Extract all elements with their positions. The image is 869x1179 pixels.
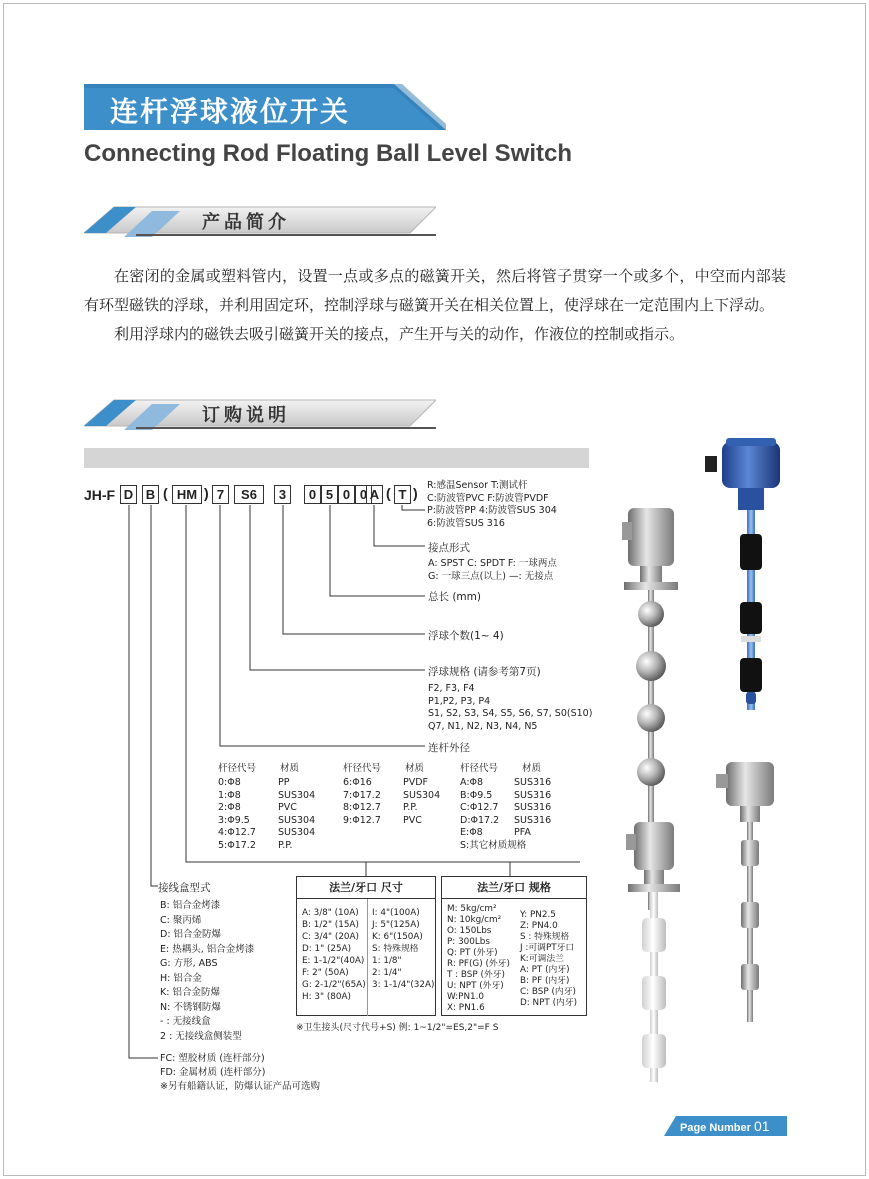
ball-spec-option: Q7, N1, N2, N3, N4, N5 (428, 720, 538, 732)
rod-col-material-2 (403, 777, 440, 827)
flange-size-item: 2: 1/4" (372, 968, 402, 978)
rod-material: SUS304 (403, 789, 441, 801)
rod-header-4: 材质 (405, 763, 425, 774)
product-white-pp (626, 822, 680, 1082)
flange-spec-item: P: 300Lbs (447, 937, 490, 947)
housing-option: N: 不锈钢防爆 (160, 1001, 221, 1013)
code-box-ball-spec: S6 (234, 485, 264, 504)
flange-size-header: 法兰/牙口 尺寸 (297, 877, 435, 899)
rod-code: E:Φ8 (460, 827, 483, 838)
housing-option: E: 热耦头, 铝合金烤漆 (160, 943, 255, 955)
rod-material: SUS304 (278, 814, 316, 826)
housing-option: 2 : 无接线盒侧装型 (160, 1030, 242, 1042)
rod-code: 2:Φ8 (218, 802, 241, 813)
rod-material: PVC (278, 802, 297, 813)
product-blue-pp (705, 438, 780, 710)
title-chinese: 连杆浮球液位开关 (110, 95, 351, 128)
flange-size-left (302, 907, 366, 1003)
ball-spec-option: P1,P2, P3, P4 (428, 695, 491, 707)
flange-size-item: D: 1" (25A) (302, 944, 352, 954)
code-box-ball-count: 3 (274, 485, 291, 504)
page-number (664, 1116, 787, 1136)
flange-spec-item: N: 10kg/cm² (447, 915, 502, 925)
flange-size-item: B: 1/2" (15A) (302, 920, 359, 930)
rod-code: 9:Φ12.7 (343, 814, 381, 826)
flange-spec-left (447, 904, 510, 1014)
flange-size-item: K: 6"(150A) (372, 932, 423, 942)
rod-material: SUS316 (514, 814, 552, 826)
housing-option: B: 铝合金烤漆 (160, 900, 221, 911)
rod-material: SUS304 (278, 827, 316, 838)
intro-paragraph-1: 在密闭的金属或塑料管内，设置一点或多点的磁簧开关，然后将管子贯穿一个或多个，中空而内部装有环型磁铁的浮球，并利用固定环，控制浮球与磁簧开关在相关位置上，使浮球在一定范围内上下浮动。 (84, 267, 786, 314)
flange-spec-box (441, 876, 587, 1016)
rod-code: 4:Φ12.7 (218, 827, 256, 838)
flange-spec-item: A: PT (内牙) (520, 965, 570, 975)
rod-header-1: 杆径代号 (218, 763, 257, 774)
page-number-value: 01 (753, 1118, 770, 1134)
rod-col-material-1 (278, 777, 315, 852)
rod-code: S:其它材质规格 (460, 839, 527, 851)
ball-spec-option: F2, F3, F4 (428, 683, 475, 694)
flange-size-item: E: 1-1/2"(40A) (302, 956, 365, 966)
rod-code: 8:Φ12.7 (343, 802, 381, 813)
code-paren-open-2: ( (386, 485, 391, 501)
title-english: Connecting Rod Floating Ball Level Switch (84, 140, 573, 167)
order-code-prefix: JH-F (84, 487, 116, 503)
rod-col-material-3 (514, 777, 551, 840)
product-illustrations (600, 436, 800, 1086)
rod-header-2: 材质 (280, 763, 300, 774)
flange-size-item: S: 特殊规格 (372, 944, 419, 954)
code-box-length-1: 0 (304, 485, 321, 504)
flange-spec-item: O: 150Lbs (447, 926, 492, 936)
rod-material: PP (278, 777, 290, 788)
rod-diameter-label: 连杆外径 (428, 742, 470, 754)
flange-size-item: 3: 1-1/4"(32A) (372, 980, 435, 990)
page-number-label: Page Number (680, 1122, 751, 1134)
housing-option: C: 聚丙烯 (160, 914, 202, 926)
flange-spec-item: M: 5kg/cm² (447, 904, 497, 914)
accessory-option: 6:防波管SUS 316 (427, 517, 505, 529)
accessory-option: R:感温Sensor T:测试杆 (427, 480, 528, 491)
ball-spec-options (428, 683, 592, 733)
flange-size-right (372, 907, 434, 991)
material-option: FC: 塑胶材质 (连杆部分) (160, 1053, 265, 1064)
contact-option: G: 一球三点(以上) —: 无接点 (428, 570, 554, 582)
rod-code: 1:Φ8 (218, 789, 241, 801)
section-label-intro: 产品简介 (202, 212, 290, 233)
housing-option: - : 无接线盒 (160, 1016, 211, 1027)
flange-spec-item: K:可调法兰 (520, 954, 564, 964)
housing-label: 接线盒型式 (158, 882, 211, 894)
code-box-material: D (120, 485, 137, 504)
rod-header-5: 杆径代号 (460, 763, 499, 774)
rod-code: 0:Φ8 (218, 777, 241, 788)
intro-paragraph-2: 利用浮球内的磁铁去吸引磁簧开关的接点，产生开与关的动作，作液位的控制或指示。 (114, 325, 685, 343)
flange-size-item: G: 2-1/2"(65A) (302, 980, 366, 990)
rod-material: SUS316 (514, 802, 552, 813)
flange-spec-item: X: PN1.6 (447, 1003, 485, 1013)
rod-material: SUS316 (514, 777, 552, 788)
rod-code: 3:Φ9.5 (218, 814, 250, 826)
flange-spec-item: C: BSP (内牙) (520, 987, 576, 997)
ball-count-label: 浮球个数(1~ 4) (428, 630, 504, 642)
code-box-contact: A (366, 485, 383, 504)
rod-material: P.P. (278, 839, 293, 851)
rod-material: SUS304 (278, 789, 316, 801)
rod-material: PVC (403, 814, 422, 826)
flange-spec-item: S : 特殊规格 (520, 932, 570, 942)
rod-header-3: 杆径代号 (343, 763, 382, 774)
flange-spec-item: U: NPT (外牙) (447, 981, 504, 991)
flange-size-item: H: 3" (80A) (302, 992, 351, 1002)
flange-spec-item: J :可调PT牙口 (520, 943, 575, 953)
flange-size-item: F: 2" (50A) (302, 968, 349, 978)
accessory-option: C:防波管PVC F:防波管PVDF (427, 492, 549, 504)
rod-code: A:Φ8 (460, 777, 484, 788)
housing-option: H: 铝合金 (160, 972, 202, 984)
flange-spec-item: Y: PN2.5 (520, 910, 556, 920)
code-paren-open: ( (163, 485, 168, 501)
flange-size-item: C: 3/4" (20A) (302, 932, 359, 942)
code-paren-close: ) (204, 485, 209, 501)
contact-options (428, 558, 557, 583)
rod-col-code-1 (218, 777, 256, 852)
flange-spec-right (520, 910, 577, 1009)
rod-code: C:Φ12.7 (460, 802, 499, 813)
contact-label: 接点形式 (428, 542, 470, 554)
code-box-housing: B (142, 485, 159, 504)
product-stainless-right (716, 762, 774, 1022)
flange-size-item: J: 5"(125A) (372, 920, 420, 930)
material-note: ※另有船籍认证，防爆认证产品可选购 (160, 1081, 320, 1092)
ball-spec-option: S1, S2, S3, S4, S5, S6, S7, S0(S10) (428, 708, 593, 719)
rod-material: SUS316 (514, 789, 552, 801)
accessory-option: P:防波管PP 4:防波管SUS 304 (427, 505, 557, 516)
code-box-flange: HM (172, 485, 202, 504)
flange-spec-item: D: NPT (内牙) (520, 998, 578, 1008)
housing-option: G: 方形, ABS (160, 958, 218, 969)
flange-size-divider (367, 899, 368, 1016)
section-label-order: 订购说明 (202, 405, 290, 426)
flange-spec-header: 法兰/牙口 规格 (442, 877, 586, 899)
rod-code: 5:Φ17.2 (218, 839, 256, 851)
accessory-options (427, 480, 557, 530)
code-box-accessory: T (394, 485, 411, 504)
code-box-length-3: 0 (338, 485, 355, 504)
rod-header-6: 材质 (522, 763, 542, 774)
sanitary-note: ※卫生接头(尺寸代号+S) 例: 1~1/2"=ES,2"=F S (296, 1023, 499, 1033)
housing-options (160, 899, 254, 1044)
flange-size-item: A: 3/8" (10A) (302, 908, 359, 918)
flange-spec-item: R: PF(G) (外牙) (447, 959, 510, 969)
rod-code: B:Φ9.5 (460, 789, 493, 801)
flange-spec-item: W:PN1.0 (447, 992, 485, 1002)
rod-code: 7:Φ17.2 (343, 789, 381, 801)
contact-option: A: SPST C: SPDT F: 一球两点 (428, 558, 557, 569)
rod-code: 6:Φ16 (343, 777, 372, 788)
rod-material: P.P. (403, 802, 418, 813)
housing-option: K: 铝合金防爆 (160, 987, 220, 998)
rod-material: PVDF (403, 777, 429, 788)
flange-spec-item: T : BSP (外牙) (447, 970, 505, 980)
flange-spec-item: B: PF (内牙) (520, 976, 570, 986)
flange-size-box (296, 876, 436, 1016)
flange-size-item: 1: 1/8" (372, 956, 402, 966)
rod-material: PFA (514, 827, 531, 838)
rod-code: D:Φ17.2 (460, 814, 500, 826)
page-number-text (680, 1118, 770, 1134)
flange-size-item: I: 4"(100A) (372, 908, 420, 918)
code-box-length-2: 5 (321, 485, 338, 504)
flange-spec-item: Z: PN4.0 (520, 921, 558, 931)
code-paren-close-2: ) (413, 485, 418, 501)
ball-spec-label: 浮球规格 (请参考第7页) (428, 666, 541, 678)
total-length-label: 总长 (mm) (428, 591, 481, 603)
code-box-length-4: 0 (355, 485, 372, 504)
code-box-rod: 7 (212, 485, 229, 504)
rod-col-code-2 (343, 777, 381, 827)
material-option: FD: 金属材质 (连杆部分) (160, 1067, 266, 1078)
flange-spec-item: Q: PT (外牙) (447, 948, 498, 958)
material-options (160, 1052, 320, 1094)
housing-option: D: 铝合金防爆 (160, 929, 222, 940)
